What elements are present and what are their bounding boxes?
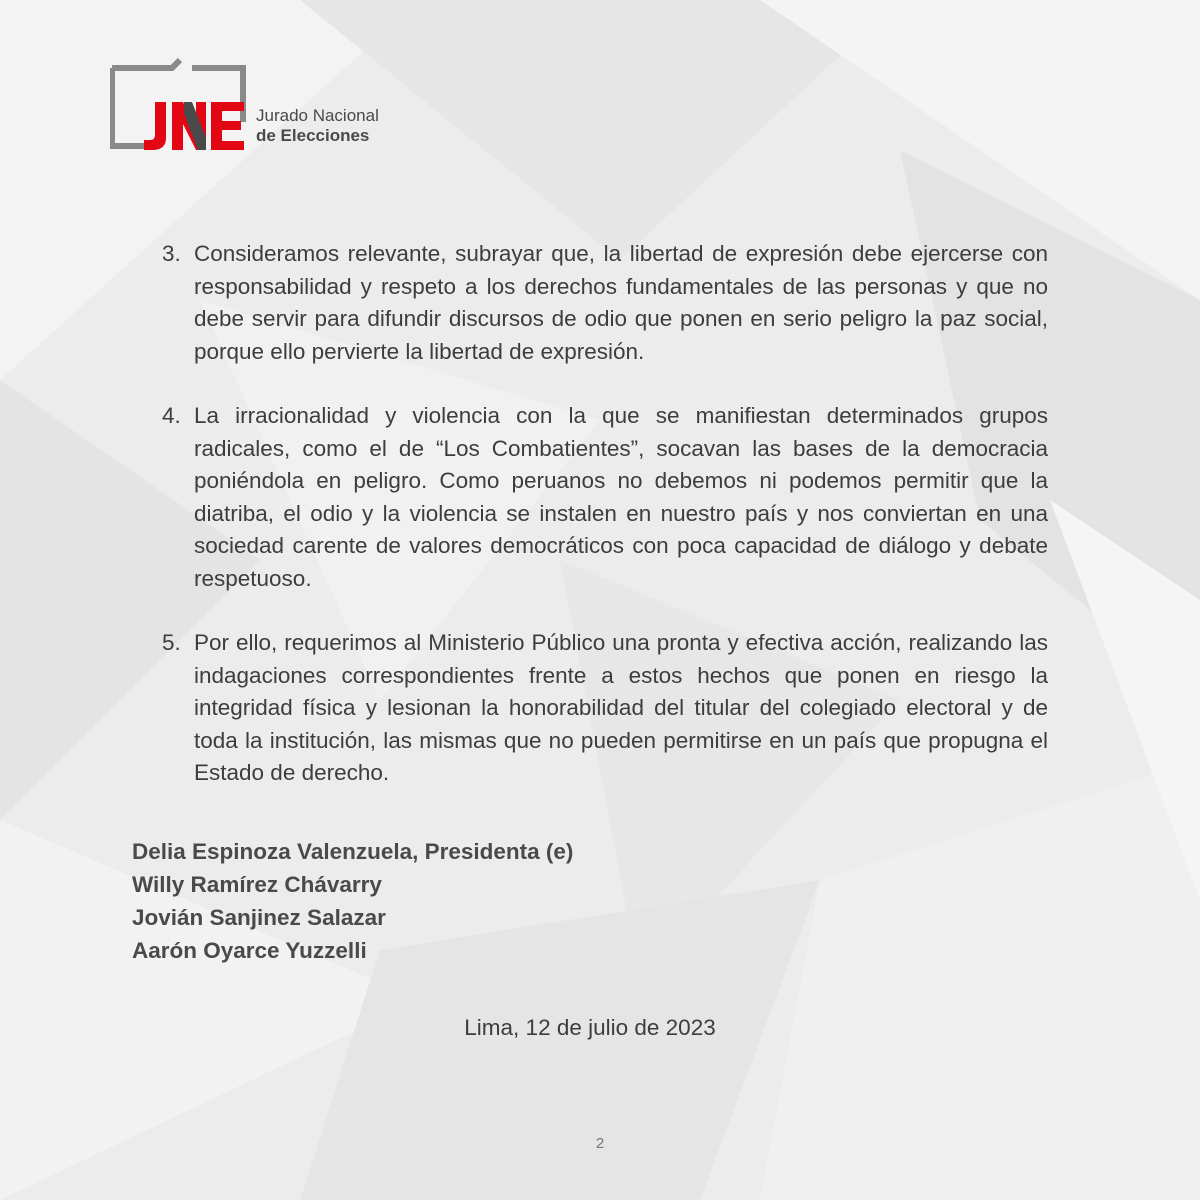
signer-name: Delia Espinoza Valenzuela, Presidenta (e): [132, 839, 574, 864]
signer-name: Aarón Oyarce Yuzzelli: [132, 938, 367, 963]
statement-item: [160, 400, 1048, 595]
item-text: Por ello, requerimos al Ministerio Público una pronta y efectiva acción, realizando las indagaciones correspondientes frente a estos hechos que ponen en riesgo la integridad física y lesionan la honorabilidad del titular del colegiado electoral y de toda la institución, las mismas que no pueden permitirse en un país que propugna el Estado de derecho.: [194, 630, 1048, 785]
item-text: Consideramos relevante, subrayar que, la libertad de expresión debe ejercerse con responsabilidad y respeto a los derechos fundamentales de las personas y que no debe servir para difundir discursos de odio que ponen en serio peligro la paz social, porque ello pervierte la libertad de expresión.: [194, 241, 1048, 364]
item-number: 5.: [162, 630, 181, 655]
logo-name-line1: Jurado Nacional: [256, 106, 379, 125]
item-text: La irracionalidad y violencia con la que se manifiestan determinados grupos radicales, como el de “Los Combatientes”, socavan las bases de la democracia poniéndola en peligro. Como peruanos no debemos ni podemos permitir que la diatriba, el odio y la violencia se instalen en nuestro país y nos conviertan en una sociedad carente de valores democráticos con poca capacidad de diálogo y debate respetuoso.: [194, 403, 1048, 591]
statement-item: [160, 627, 1048, 790]
item-number: 3.: [162, 241, 181, 266]
logo-jne-letters: [144, 102, 244, 150]
statement-item: [160, 238, 1048, 368]
signer-name: Willy Ramírez Chávarry: [132, 872, 382, 897]
logo-institution-name: [256, 106, 379, 146]
page-number: 2: [595, 1135, 605, 1152]
item-number: 4.: [162, 403, 181, 428]
logo-name-line2: de Elecciones: [256, 126, 370, 145]
statement-items: [160, 238, 1048, 822]
place-date: Lima, 12 de julio de 2023: [464, 1015, 716, 1040]
signer-name: Jovián Sanjinez Salazar: [132, 905, 386, 930]
signers-list: [132, 835, 573, 967]
